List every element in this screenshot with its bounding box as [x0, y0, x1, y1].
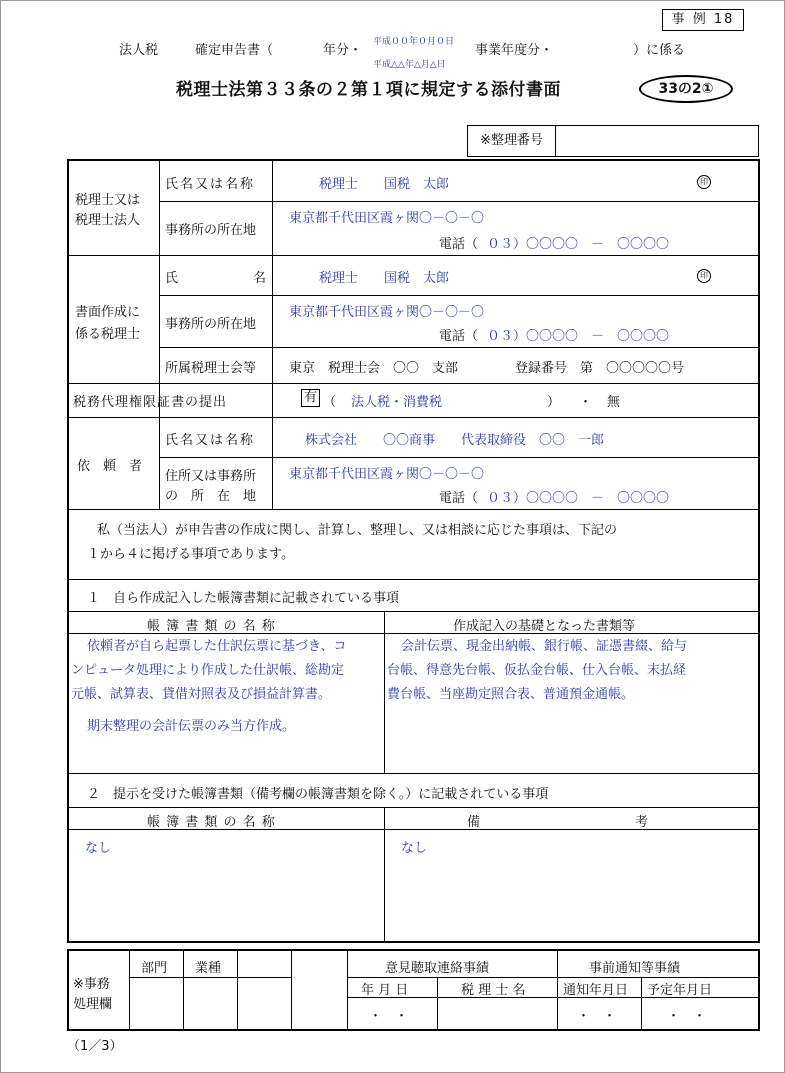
- sakusei-name-label-2: 名: [253, 271, 267, 286]
- divider: [159, 347, 760, 348]
- divider: [272, 161, 273, 509]
- dairi-label: 税務代理権限証書の提出: [73, 395, 228, 410]
- zeirishi-name-label: 氏名又は名称: [165, 177, 256, 192]
- section2-col2-header-1: 備: [467, 815, 481, 830]
- dairi-yes-box: 有: [301, 389, 320, 407]
- gyoushu-label: 業種: [195, 961, 222, 976]
- irai-addr-label-1: 住所又は事務所: [165, 469, 257, 484]
- page-number: （1／3）: [67, 1039, 123, 1054]
- zeirishi-group-label-2: 税理士法人: [75, 213, 141, 228]
- dairi-paren-open: （: [323, 395, 337, 410]
- iken-label: 意見聴取連絡事績: [385, 961, 490, 976]
- section1-col1-line: 依頼者が自ら起票した仕訳伝票に基づき、コ: [87, 639, 347, 654]
- divider: [384, 611, 385, 773]
- dairi-dot: ・: [579, 395, 593, 410]
- zeirishi-name-value: 税理士 国税 太郎: [319, 177, 450, 192]
- irai-phone-prefix: 電話（: [439, 491, 479, 506]
- seiri-label: ※整理番号: [468, 126, 556, 156]
- irai-phone-value: ０３）〇〇〇〇 － 〇〇〇〇: [487, 491, 670, 506]
- kakutei-label: 確定申告書（: [195, 43, 274, 58]
- divider: [69, 255, 760, 256]
- tsuchi-date-dots: ・ ・: [577, 1009, 617, 1024]
- divider: [69, 383, 760, 384]
- sakusei-name-label-1: 氏: [165, 271, 179, 286]
- houjinzei-label: 法人税: [119, 43, 159, 58]
- divider: [557, 951, 558, 1029]
- irai-group-label: 依 頼 者: [77, 459, 143, 474]
- sakusei-phone-value: ０３）〇〇〇〇 － 〇〇〇〇: [487, 329, 670, 344]
- main-table: [67, 159, 760, 943]
- jizen-label: 事前通知等事績: [589, 961, 681, 976]
- sakusei-kai-value-1: 東京 税理士会 〇〇 支部: [289, 361, 459, 376]
- sakusei-name-value: 税理士 国税 太郎: [319, 271, 450, 286]
- section1-col2-line: 台帳、得意先台帳、仮払金台帳、仕入台帳、末払経: [387, 663, 687, 678]
- divider: [347, 977, 760, 978]
- kakaru-label: ）に係る: [633, 43, 686, 58]
- irai-name-label: 氏名又は名称: [165, 433, 256, 448]
- jigyou-label: 事業年度分・: [475, 43, 554, 58]
- sakusei-group-label-2: 係る税理士: [75, 327, 141, 342]
- sakusei-kai-label: 所属税理士会等: [165, 361, 257, 376]
- irai-name-value: 株式会社 〇〇商事 代表取締役 〇〇 一郎: [305, 433, 605, 448]
- section1-col1-line: 元帳、試算表、貸借対照表及び損益計算書。: [71, 687, 332, 702]
- seal-icon: 印: [697, 175, 711, 189]
- divider: [347, 951, 348, 1029]
- office-use-table: [67, 949, 760, 1031]
- yotei-date-dots: ・ ・: [667, 1009, 707, 1024]
- tsuchi-label: 通知年月日: [563, 983, 629, 998]
- section2-col1-value: なし: [85, 841, 112, 856]
- divider: [129, 951, 130, 1029]
- divider: [159, 161, 160, 509]
- divider: [69, 509, 760, 510]
- divider: [159, 295, 760, 296]
- sakusei-office-label: 事務所の所在地: [165, 317, 257, 332]
- divider: [237, 951, 238, 1029]
- divider: [69, 611, 760, 612]
- zeirishi-office-label: 事務所の所在地: [165, 223, 257, 238]
- nengappi-label: 年 月 日: [361, 983, 409, 998]
- statement-line-1: 私（当法人）が申告書の作成に関し、計算し、整理し、又は相談に応じた事項は、下記の: [97, 523, 618, 538]
- zeirishi-phone-prefix: 電話（: [439, 237, 479, 252]
- zeirishi-mei-label: 税 理 士 名: [461, 983, 526, 998]
- sakusei-group-label-1: 書面作成に: [75, 305, 141, 320]
- iken-date-dots: ・ ・: [369, 1009, 409, 1024]
- divider: [129, 977, 291, 978]
- nenbun-label: 年分・: [323, 43, 363, 58]
- divider: [69, 773, 760, 774]
- section2-col2-header-2: 考: [635, 815, 649, 830]
- sakusei-kai-value-2: 登録番号 第 〇〇〇〇〇号: [515, 361, 685, 376]
- dairi-no-option[interactable]: 無: [607, 395, 621, 410]
- divider: [69, 579, 760, 580]
- section2-title: ２ 提示を受けた帳簿書類（備考欄の帳簿書類を除く。）に記載されている事項: [87, 787, 549, 802]
- sakusei-phone-prefix: 電話（: [439, 329, 479, 344]
- form-badge: 33の2①: [639, 75, 733, 103]
- seiri-box: [467, 125, 759, 157]
- statement-line-2: １から４に掲げる事項であります。: [87, 547, 294, 562]
- divider: [183, 951, 184, 1029]
- zeirishi-group-label-1: 税理士又は: [75, 193, 141, 208]
- dairi-paren-close: ）: [547, 395, 561, 410]
- divider: [641, 977, 642, 1029]
- divider: [69, 417, 760, 418]
- section1-col1-line: 期末整理の会計伝票のみ当方作成。: [87, 719, 296, 734]
- date-bottom: 平成△△年△月△日: [373, 60, 446, 70]
- divider: [437, 977, 438, 1029]
- section1-col1-header: 帳 簿 書 類 の 名 称: [147, 619, 276, 634]
- section2-col2-value: なし: [401, 841, 428, 856]
- section2-col1-header: 帳 簿 書 類 の 名 称: [147, 815, 276, 830]
- office-use-label-1: ※事務: [73, 977, 110, 992]
- bumon-label: 部門: [141, 961, 168, 976]
- section1-col1-line: ンピュータ処理により作成した仕訳帳、総勘定: [71, 663, 345, 678]
- irai-addr-label-2: の 所 在 地: [165, 489, 257, 504]
- sakusei-office-value: 東京都千代田区霞ヶ関〇－〇－〇: [289, 305, 485, 320]
- divider: [69, 807, 760, 808]
- divider: [159, 201, 760, 202]
- section1-title: １ 自ら作成記入した帳簿書類に記載されている事項: [87, 591, 400, 606]
- case-number-box: 事 例 18: [662, 9, 744, 31]
- section1-col2-line: 費台帳、当座勘定照合表、普通預金通帳。: [387, 687, 635, 702]
- irai-addr-value: 東京都千代田区霞ヶ関〇－〇－〇: [289, 467, 485, 482]
- zeirishi-office-value: 東京都千代田区霞ヶ関〇－〇－〇: [289, 211, 485, 226]
- divider: [291, 951, 292, 1029]
- dairi-yes-option[interactable]: [301, 389, 320, 407]
- divider: [384, 807, 385, 943]
- yotei-label: 予定年月日: [647, 983, 713, 998]
- zeirishi-phone-value: ０３）〇〇〇〇 － 〇〇〇〇: [487, 237, 670, 252]
- dairi-taxes: 法人税・消費税: [351, 395, 443, 410]
- section1-col2-header: 作成記入の基礎となった書類等: [453, 619, 636, 634]
- seal-icon: 印: [697, 269, 711, 283]
- divider: [159, 457, 760, 458]
- form-title: 税理士法第３３条の２第１項に規定する添付書面: [176, 80, 561, 100]
- section1-col2-line: 会計伝票、現金出納帳、銀行帳、証憑書綴、給与: [401, 639, 688, 654]
- office-use-label-2: 処理欄: [73, 997, 113, 1012]
- date-top: 平成００年０月０日: [373, 37, 455, 47]
